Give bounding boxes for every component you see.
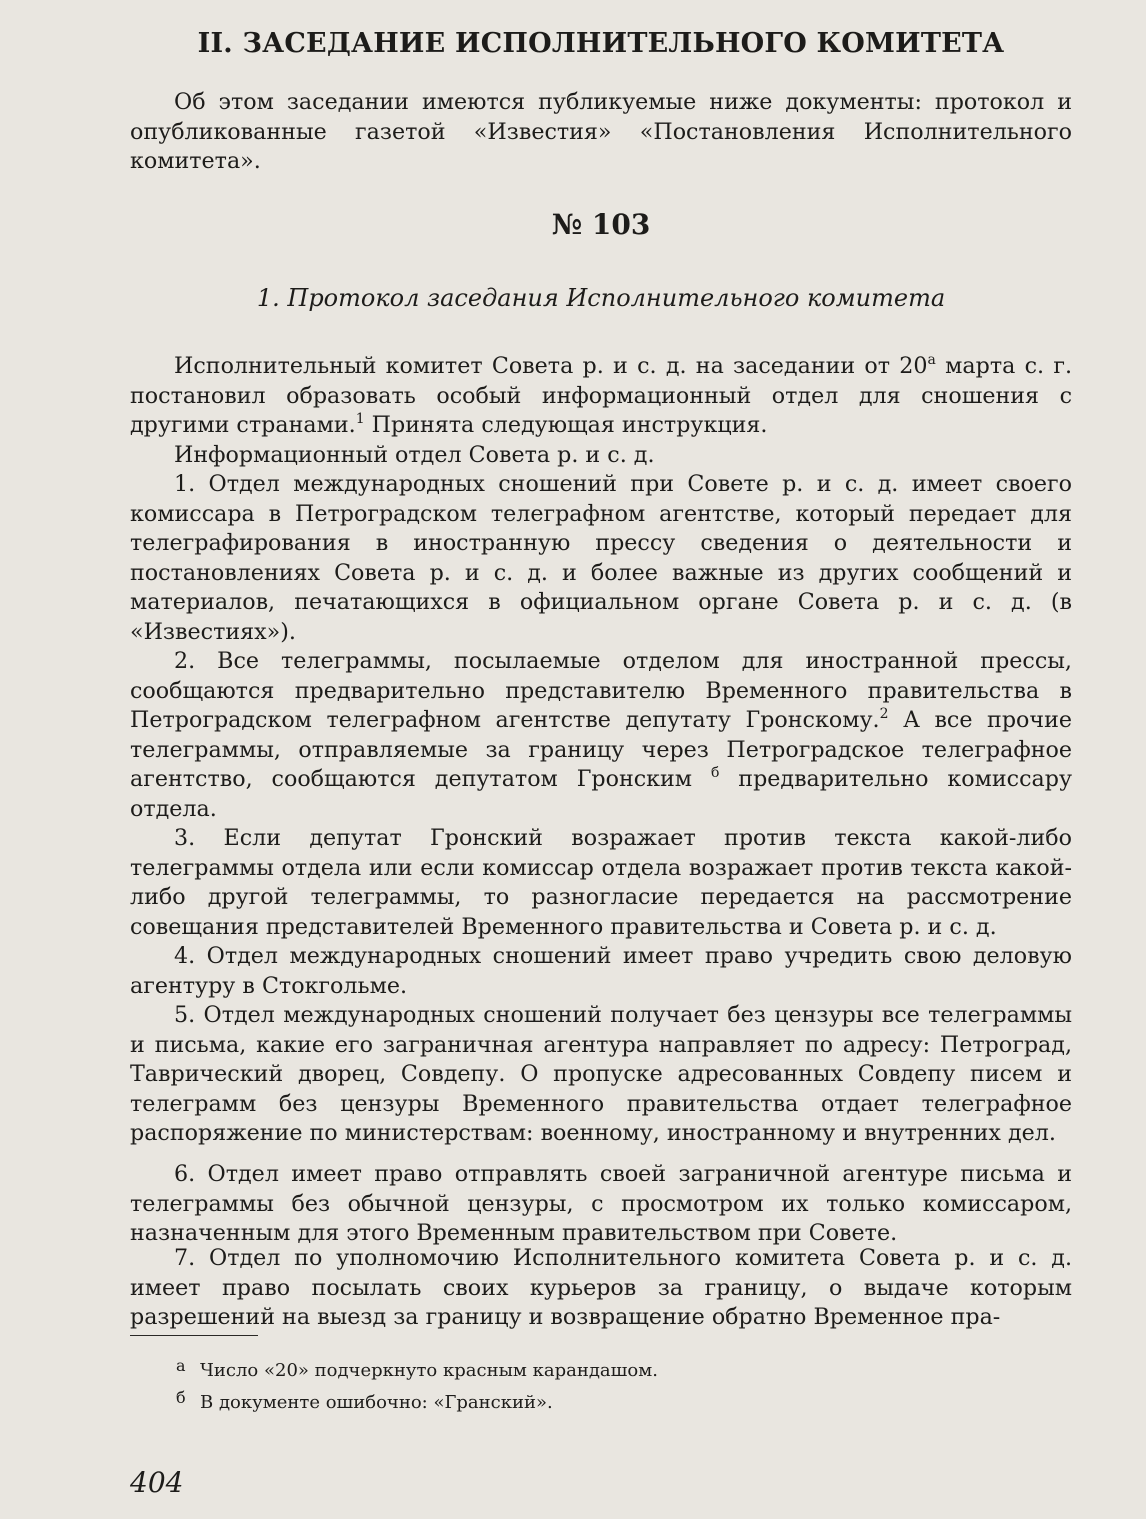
section-heading: II. ЗАСЕДАНИЕ ИСПОЛНИТЕЛЬНОГО КОМИТЕТА (197, 28, 1005, 59)
endnote-ref: 1 (355, 411, 365, 427)
paragraph-item-1: 1. Отдел международных сношений при Совете р. и с. д. имеет своего комиссара в Петроградском телеграфном агентстве, который передает для телеграфирования в иностранную прессу сведения о деятельности и постановлениях Совета р. и с. д. и более важные из других сообщений и материалов, печатающихся в официальном органе Совета р. и с. д. (в «Известиях»). (130, 471, 1072, 645)
intro-paragraph: Об этом заседании имеются публикуемые ниже документы: протокол и опубликованные газетой «Известия» «Постановления Исполнительного комитета». (130, 89, 1072, 174)
protocol-body-cont (130, 1160, 1072, 1249)
footnote-divider (130, 1335, 258, 1336)
paragraph-item-3: 3. Если депутат Гронский возражает против текста какой-либо телеграммы отдела или если комиссар отдела возражает против текста какой-либо другой телеграммы, то разногласие передается на рассмотрение совещания представителей Временного правительства и Совета р. и с. д. (130, 825, 1072, 940)
footnote-b (176, 1384, 658, 1416)
document-title: 1. Протокол заседания Исполнительного комитета (256, 284, 946, 312)
footnote-text: Число «20» подчеркнуто красным карандашом. (200, 1360, 658, 1381)
page-number: 404 (130, 1466, 184, 1499)
protocol-body (130, 352, 1072, 1149)
paragraph-item-7: 7. Отдел по уполномочию Исполнительного комитета Совета р. и с. д. имеет право посылать своих курьеров за границу, о выдаче которым разрешений на выезд за границу и возвращение обратно Временное пра- (130, 1245, 1072, 1330)
footnote-mark: б (176, 1388, 186, 1407)
footnote-ref: б (710, 765, 720, 781)
paragraph-text: предварительно комиссару отдела. (130, 766, 1072, 822)
footnote-mark: а (176, 1356, 186, 1375)
footnotes (176, 1352, 658, 1416)
protocol-body-cont-2 (130, 1244, 1072, 1333)
paragraph-preamble (130, 352, 1072, 441)
paragraph-text: марта с. г. постановил образовать особый информационный отдел для сношения с другими странами. (130, 353, 1072, 438)
paragraph-item-4: 4. Отдел международных сношений имеет право учредить свою деловую агентуру в Стокгольме. (130, 943, 1072, 999)
paragraph-text: Исполнительный комитет Совета р. и с. д. на заседании от 20 (174, 353, 928, 379)
footnote-a (176, 1352, 658, 1384)
paragraph-text: 2. Все телеграммы, посылаемые отделом для иностранной прессы, сообщаются предварительно представителю Временного правительства в Петроградском телеграфном агентстве депутату Гронскому. (130, 648, 1072, 733)
paragraph-item-6: 6. Отдел имеет право отправлять своей заграничной агентуре письма и телеграммы без обычной цензуры, с просмотром их только комиссаром, назначенным для этого Временным правительством при Совете. (130, 1161, 1072, 1246)
footnote-ref: а (927, 352, 936, 368)
footnote-text: В документе ошибочно: «Гранский». (200, 1392, 553, 1413)
paragraph-item-2 (130, 647, 1072, 824)
endnote-ref: 2 (879, 706, 889, 722)
paragraph-text: Принята следующая инструкция. (364, 412, 768, 438)
paragraph-text: А все прочие телеграммы, отправляемые за границу через Петроградское телеграфное агентство, сообщаются депутатом Гронским (130, 707, 1072, 792)
document-number: № 103 (551, 208, 651, 241)
intro-block (130, 88, 1072, 177)
paragraph-item-5: 5. Отдел международных сношений получает без цензуры все телеграммы и письма, какие его заграничная агентура направляет по адресу: Петроград, Таврический дворец, Совдепу. О пропуске адресованных Совдепу писем и телеграмм без цензуры Временного правительства отдает телеграфное распоряжение по министерствам: военному, иностранному и внутренних дел. (130, 1002, 1072, 1146)
paragraph-department: Информационный отдел Совета р. и с. д. (174, 441, 655, 468)
